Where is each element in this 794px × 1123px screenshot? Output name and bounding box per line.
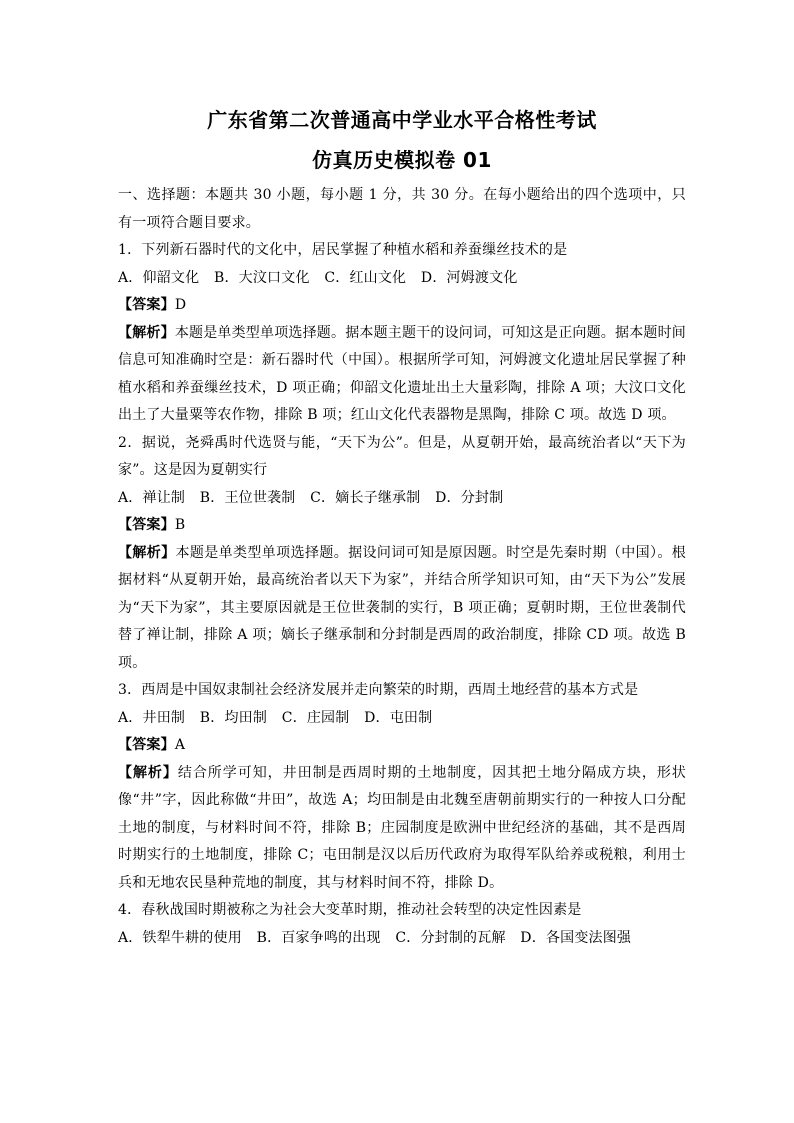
analysis-text: 本题是单类型单项选择题。据设问词可知是原因题。时空是先秦时期（中国）。根据材料“从夏朝开始，最高统治者以天下为家”，并结合所学知识可知，由“天下为公”发展为“天下为家”，其主要原因就是王位世袭制的实行，B 项正确；夏朝时期，王位世袭制代替了禅让制，排除 A 项；嫡长子继承制和分封制是西周的政治制度，排除 CD 项。故选 B 项。 [118,544,686,671]
question-2-option-a: A．禅让制 [118,489,186,506]
analysis-text: 结合所学可知，井田制是西周时期的土地制度，因其把土地分隔成方块，形状像“井”字，因此称做“井田”，故选 A；均田制是由北魏至唐朝前期实行的一种按人口分配土地的制度，与材料时间不符，排除 B；庄园制度是欧洲中世纪经济的基础，其不是西周时期实行的土地制度，排除 C；屯田制是汉以后历代政府为取得军队给养或税粮，利用士兵和无地农民垦种荒地的制度，其与材料时间不符，排除 D。 [118,764,686,891]
question-4-stem: 4．春秋战国时期被称之为社会大变革时期，推动社会转型的决定性因素是 [118,902,582,918]
question-3-stem: 3．西周是中国奴隶制社会经济发展并走向繁荣的时期，西周土地经营的基本方式是 [118,682,639,698]
question-1-option-d: D．河姆渡文化 [420,269,518,286]
answer-value: D [174,297,187,313]
document-content [118,102,686,952]
question-2-option-c: C．嫡长子继承制 [310,489,421,506]
question-2-options [118,485,686,513]
page-subtitle: 仿真历史模拟卷 01 [312,148,492,172]
answer-value: B [174,517,186,533]
question-3-options [118,705,686,733]
question-2-option-d: D．分封制 [435,489,504,506]
question-3-option-d: D．屯田制 [364,709,433,726]
question-1-analysis [118,320,686,430]
question-3-analysis [118,760,686,898]
section-instructions: 一、选择题：本题共 30 小题，每小题 1 分，共 30 分。在每小题给出的四个选项中，只有一项符合题目要求。 [118,187,686,231]
answer-tag: 【答案】 [118,737,175,753]
question-4-options [118,925,686,953]
analysis-tag: 【解析】 [118,764,178,781]
answer-tag: 【答案】 [118,297,175,313]
answer-value: A [174,737,186,753]
question-2-answer [118,512,686,540]
question-1-stem: 1．下列新石器时代的文化中，居民掌握了种植水稻和养蚕缫丝技术的是 [118,242,568,258]
analysis-text: 本题是单类型单项选择题。据本题主题干的设问词，可知这是正向题。据本题时间信息可知准确时空是：新石器时代（中国）。根据所学可知，河姆渡文化遗址居民掌握了种植水稻和养蚕缫丝技术，D 项正确；仰韶文化遗址出土大量彩陶，排除 A 项；大汶口文化出土了大量粟等农作物，排除 B 项；红山文化代表器物是黑陶，排除 C 项。故选 D 项。 [118,324,687,423]
answer-tag: 【答案】 [118,517,175,533]
question-3-option-c: C．庄园制 [281,709,350,726]
page-title: 广东省第二次普通高中学业水平合格性考试 [207,108,597,132]
question-4-option-a: A．铁犁牛耕的使用 [118,929,242,946]
question-4-option-b: B．百家争鸣的出现 [256,929,381,946]
question-4-option-d: D．各国变法图强 [520,929,632,946]
question-1-option-a: A．仰韶文化 [118,269,200,286]
question-1-option-b: B．大汶口文化 [213,269,310,286]
question-2-stem: 2．据说，尧舜禹时代选贤与能，“天下为公”。但是，从夏朝开始，最高统治者以“天下为家”。这是因为夏朝实行 [118,434,686,478]
question-3-option-a: A．井田制 [118,709,186,726]
question-1-option-c: C．红山文化 [324,269,407,286]
question-1-options [118,265,686,293]
question-4-option-c: C．分封制的瓦解 [395,929,506,946]
question-2-analysis [118,540,686,678]
question-2-option-b: B．王位世袭制 [199,489,296,506]
analysis-tag: 【解析】 [118,544,176,561]
question-3-option-b: B．均田制 [199,709,268,726]
question-3-answer [118,732,686,760]
question-1-answer [118,292,686,320]
analysis-tag: 【解析】 [118,324,175,341]
